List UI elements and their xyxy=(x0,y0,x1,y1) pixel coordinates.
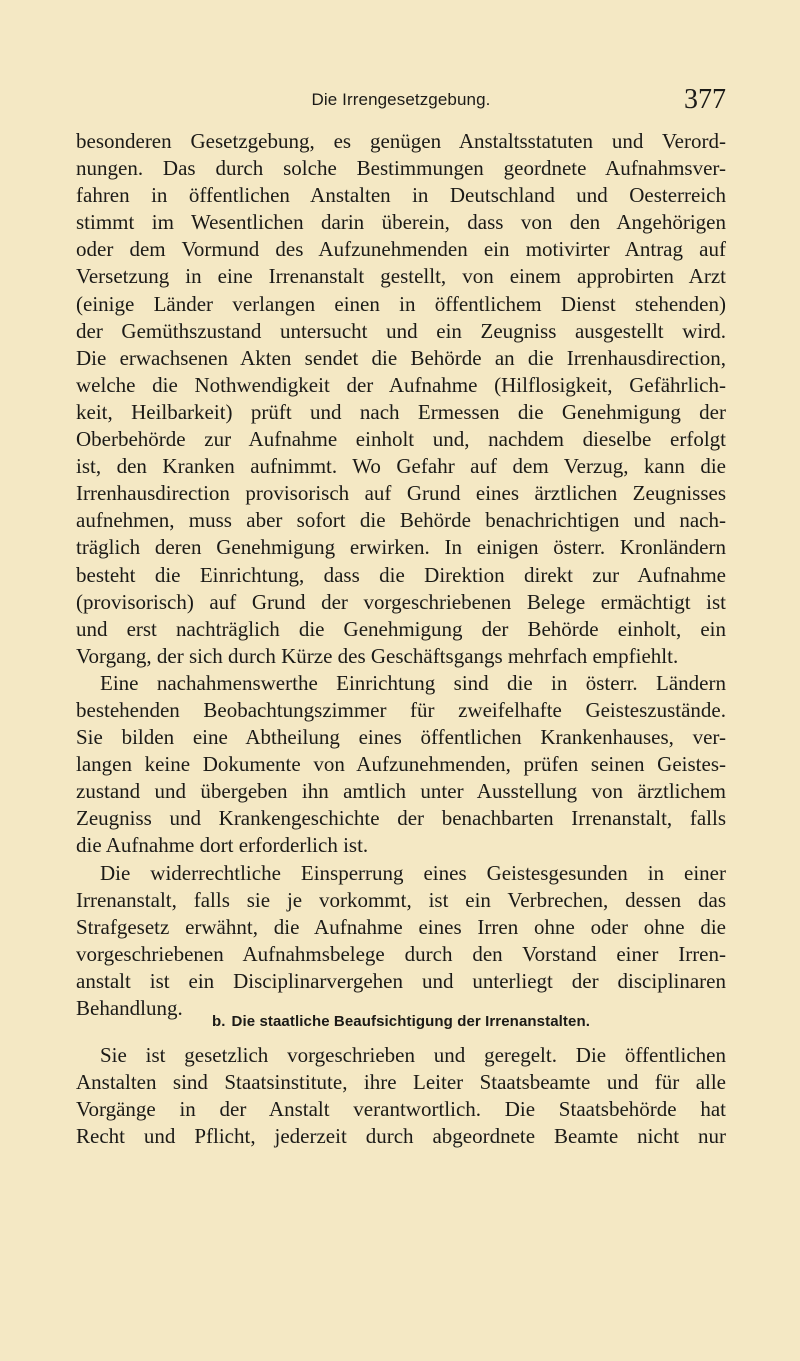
text-line: Vorgänge in der Anstalt verantwortlich. Die Staatsbehörde hat xyxy=(76,1097,726,1122)
text-line: und erst nachträglich die Genehmigung der Behörde einholt, ein xyxy=(76,616,726,641)
text-line: Behandlung. xyxy=(76,996,183,1020)
section-heading xyxy=(76,1013,726,1030)
text-line: welche die Nothwendigkeit der Aufnahme (Hilflosigkeit, Gefährlich- xyxy=(76,372,726,397)
text-line: oder dem Vormund des Aufzunehmenden ein motivirter Antrag auf xyxy=(76,237,726,262)
text-line: stimmt im Wesentlichen darin überein, dass von den Angehörigen xyxy=(76,210,726,235)
text-line: aufnehmen, muss aber sofort die Behörde benachrichtigen und nach- xyxy=(76,508,726,533)
text-line: vorgeschriebenen Aufnahmsbelege durch den Vorstand einer Irren- xyxy=(76,941,726,966)
text-line: nungen. Das durch solche Bestimmungen geordnete Aufnahmsver- xyxy=(76,156,726,181)
section-label: b. xyxy=(212,1013,226,1030)
text-line: Recht und Pflicht, jederzeit durch abgeordnete Beamte nicht nur xyxy=(76,1124,726,1149)
text-line: langen keine Dokumente von Aufzunehmenden, prüfen seinen Geistes- xyxy=(76,752,726,777)
text-line: (provisorisch) auf Grund der vorgeschriebenen Belege ermächtigt ist xyxy=(76,589,726,614)
text-line: Die erwachsenen Akten sendet die Behörde an die Irrenhausdirection, xyxy=(76,345,726,370)
section-body-text xyxy=(76,1042,726,1150)
page-number: 377 xyxy=(684,84,726,115)
section-title: Die staatliche Beaufsichtigung der Irrenanstalten. xyxy=(231,1013,590,1030)
text-line: fahren in öffentlichen Anstalten in Deutschland und Oesterreich xyxy=(76,183,726,208)
text-line: träglich deren Genehmigung erwirken. In einigen österr. Kronländern xyxy=(76,535,726,560)
text-line: anstalt ist ein Disciplinarvergehen und unterliegt der disciplinaren xyxy=(76,968,726,993)
text-line: Strafgesetz erwähnt, die Aufnahme eines Irren ohne oder ohne die xyxy=(76,914,726,939)
text-line: Versetzung in eine Irrenanstalt gestellt, von einem approbirten Arzt xyxy=(76,264,726,289)
text-line: (einige Länder verlangen einen in öffentlichem Dienst stehenden) xyxy=(76,291,726,316)
paragraph-first-line: Die widerrechtliche Einsperrung eines Geistesgesunden in einer xyxy=(100,860,726,885)
running-head xyxy=(76,86,726,116)
text-line: zustand und übergeben ihn amtlich unter Ausstellung von ärztlichem xyxy=(76,779,726,804)
text-line: besonderen Gesetzgebung, es genügen Anstaltsstatuten und Verord- xyxy=(76,129,726,153)
text-line: Zeugniss und Krankengeschichte der benachbarten Irrenanstalt, falls xyxy=(76,806,726,831)
text-line: keit, Heilbarkeit) prüft und nach Ermessen die Genehmigung der xyxy=(76,399,726,424)
text-line: Oberbehörde zur Aufnahme einholt und, nachdem dieselbe erfolgt xyxy=(76,427,726,452)
running-title: Die Irrengesetzgebung. xyxy=(311,90,491,109)
text-line: die Aufnahme dort erforderlich ist. xyxy=(76,833,369,858)
text-line: der Gemüthszustand untersucht und ein Zeugniss ausgestellt wird. xyxy=(76,318,726,343)
body-text xyxy=(76,128,726,1022)
paragraph-first-line: Sie ist gesetzlich vorgeschrieben und geregelt. Die öffentlichen xyxy=(100,1043,726,1067)
text-line: Irrenanstalt, falls sie je vorkommt, ist ein Verbrechen, dessen das xyxy=(76,887,726,912)
text-line: Sie bilden eine Abtheilung eines öffentlichen Krankenhauses, ver- xyxy=(76,725,726,750)
text-line: besteht die Einrichtung, dass die Direktion direkt zur Aufnahme xyxy=(76,562,726,587)
text-line: bestehenden Beobachtungszimmer für zweifelhafte Geisteszustände. xyxy=(76,697,726,722)
text-line: ist, den Kranken aufnimmt. Wo Gefahr auf dem Verzug, kann die xyxy=(76,454,726,479)
text-line: Vorgang, der sich durch Kürze des Geschäftsgangs mehrfach empfiehlt. xyxy=(76,643,679,668)
text-line: Irrenhausdirection provisorisch auf Grund eines ärztlichen Zeugnisses xyxy=(76,481,726,506)
paragraph-first-line: Eine nachahmenswerthe Einrichtung sind die in österr. Ländern xyxy=(100,670,726,695)
text-line: Anstalten sind Staatsinstitute, ihre Leiter Staatsbeamte und für alle xyxy=(76,1070,726,1095)
